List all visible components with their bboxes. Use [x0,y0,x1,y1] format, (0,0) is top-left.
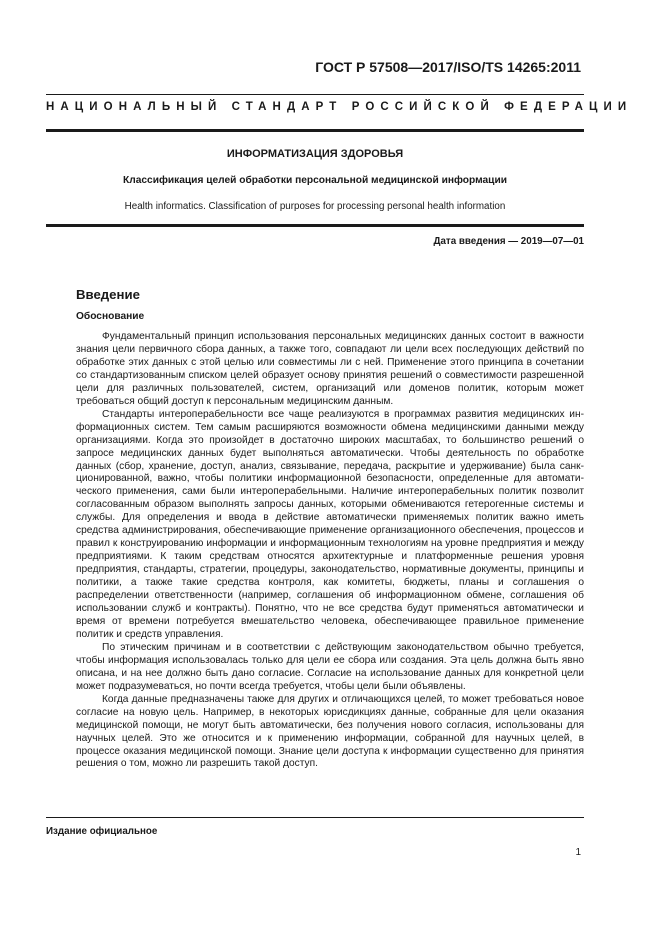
paragraph: Стандарты интероперабельности все чаще реализуются в программах развития медицинских информационных систем. Тем самым расширяются возможности обмена медицинскими данными между организациями. Когда это произойдет в достаточно широких масштабах, то большинство решений о запросе медицинских данных будет выполняться автоматически. Чтобы деятельность по обработке данных (сбор, хранение, доступ, анализ, связывание, передача, раскрытие и удерживание) была санкционированной, важно, чтобы политики информационной безопасности, определенные для автоматического применения, сами были интероперабельными. Наличие интероперабельных политик позволит согласованным образом выполнять запросы данных, которыми обмениваются гетерогенные системы и службы. Для определения и ввода в действие автоматически применяемых политик важно иметь средства администрирования, обеспечивающие применение организационного обеспечения, процессов и правил к конструированию информации и информационным технологиям на уровне предприятия и между предприятиями. К таким средствам относятся архитектурные и платформенные решения уровня предприятия, стандарты, стратегии, процедуры, законодательство, нормативные документы, принципы и политики, а также такие средства контроля, как комитеты, бюджеты, планы и соглашения о распределении ответственности (например, соглашения об информационном обмене, соглашения об использовании служб и контракты). Понятно, что не все средства будут применяться автоматически и время от времени потребуется вмешательство человека, обеспечивающее правильное применение политик и средств управления. [76,408,584,640]
standard-code: ГОСТ Р 57508—2017/ISO/TS 14265:2011 [315,59,581,75]
section-heading: Введение [76,287,140,302]
edition-note: Издание официальное [46,826,158,837]
footer-rule [46,817,584,818]
document-title: ИНФОРМАТИЗАЦИЯ ЗДОРОВЬЯ [226,148,404,160]
top-rule-thick [46,129,584,132]
national-standard-label: НАЦИОНАЛЬНЫЙ СТАНДАРТ РОССИЙСКОЙ ФЕДЕРАЦИИ [46,101,633,113]
page-number: 1 [575,847,581,858]
paragraph: Фундаментальный принцип использования персональных медицинских данных состоит в важности знания цели первичного сбора данных, а также того, совпадают ли цели всех последующих действий по обработке этих данных с этой целью или совместимы ли с ней. Применение этого принципа в сочетании со стандартизованным списком целей образует основу принятия решений о совместимости разрешенной цели для различных пользователей, систем, организаций или доменов политик, которым может требоваться общий доступ к персональным медицинским данным. [76,331,584,407]
top-rule-thin [46,94,584,95]
title-rule-thick [46,224,584,227]
paragraph: Когда данные предназначены также для других и отличающихся целей, то может требоваться новое согласие на новую цель. Например, в некоторых юрисдикциях данные, собранные для цели оказания медицинской помощи, не могут быть автоматически, без получения нового согласия, использованы для научных целей. Это же относится и к применению информации, собранной для научных целей, в процессе оказания медицинской помощи. Знание цели доступа к информации существенно для принятия решения о том, можно ли разрешить такой доступ. [76,693,584,770]
document-title-english: Health informatics. Classification of purposes for processing personal health information [124,201,506,212]
document-subtitle: Классификация целей обработки персональной медицинской информации [123,175,507,186]
paragraph: По этическим причинам и в соответствии с действующим законодательством обычно требуется, чтобы информация использовалась только для цели ее сбора или создания. Эта цель должна быть явно описана, и на нее должно быть дано согласие. Согласие на использование данных для конкретной цели может подразумеваться, но почти всегда требуется, чтобы цели были объявлены. [76,641,584,692]
section-subheading: Обоснование [76,311,145,322]
body-text [76,331,584,771]
effective-date: Дата введения — 2019—07—01 [433,236,584,247]
